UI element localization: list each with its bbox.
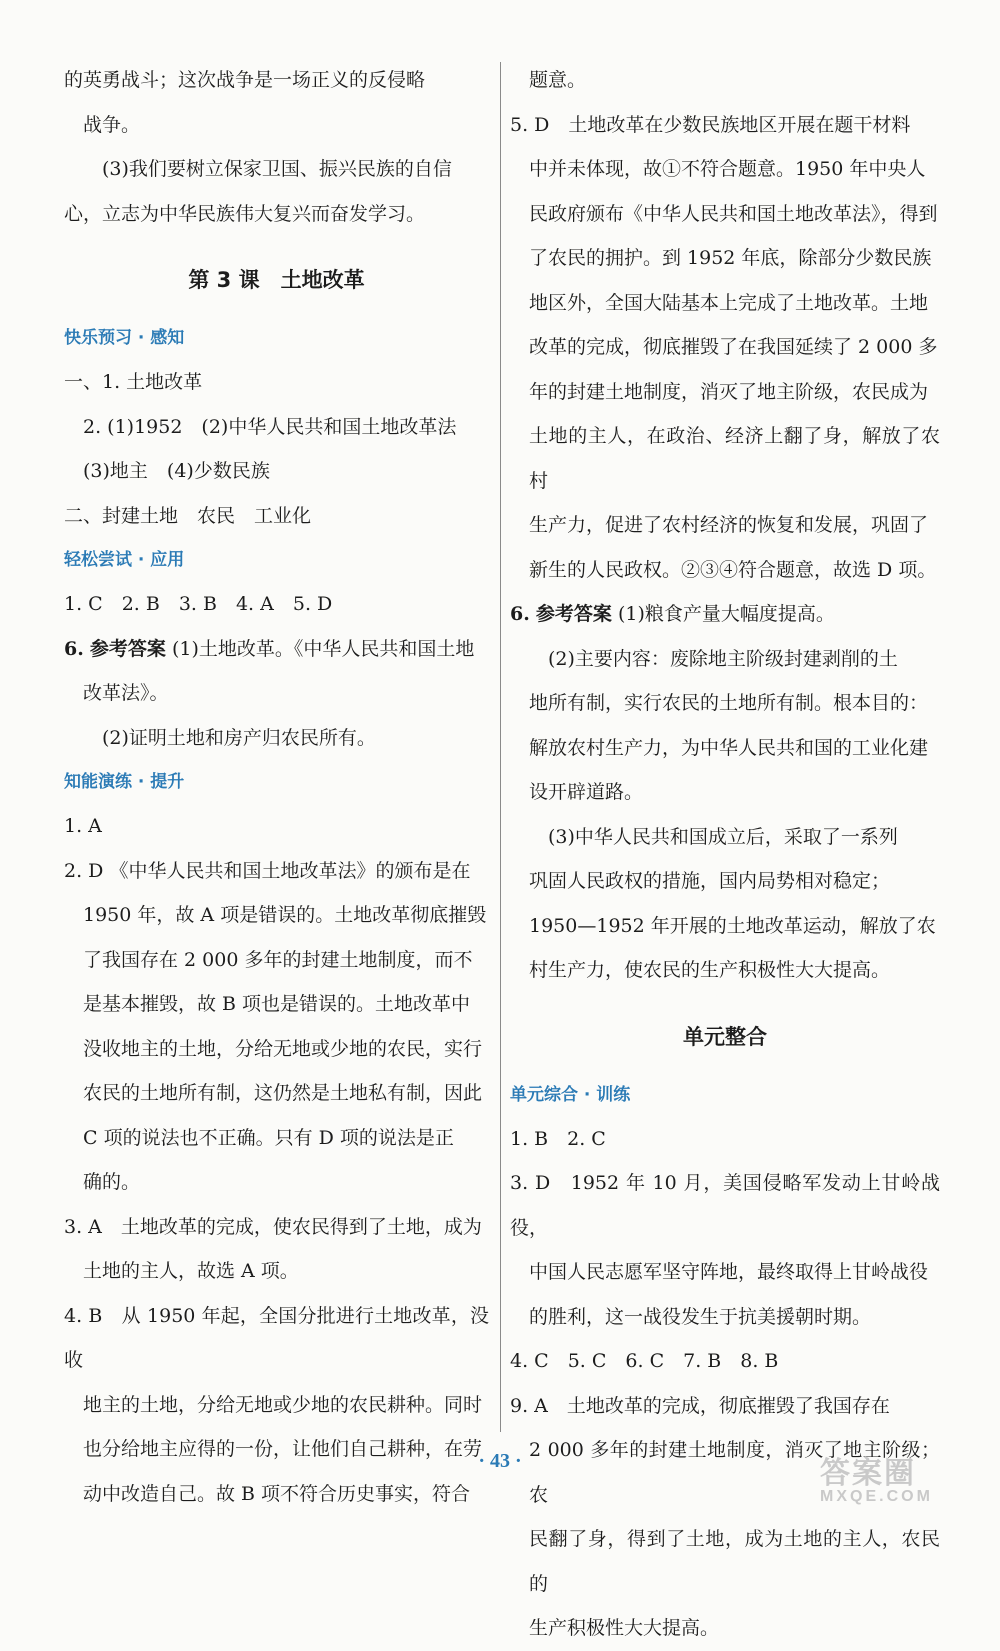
section-heading: 知能演练 · 提升 xyxy=(64,772,185,792)
question-6-part-3 xyxy=(510,815,940,993)
text-line: 农民的土地所有制，这仍然是土地私有制，因此 xyxy=(83,1082,483,1104)
text-line: 的英勇战斗；这次战争是一场正义的反侵略 xyxy=(64,69,426,91)
text-line: 民翻了身，得到了土地，成为土地的主人，农民的 xyxy=(529,1528,940,1595)
text-line: 2. D 《中华人民共和国土地改革法》的颁布是在 xyxy=(64,859,471,882)
question-number: 6. xyxy=(510,603,530,625)
answer-line: (2)证明土地和房产归农民所有。 xyxy=(102,726,376,749)
text-line: 1950 年，故 A 项是错误的。土地改革彻底摧毁 xyxy=(83,904,487,926)
text-line: 2 000 多年的封建土地制度，消灭了地主阶级；农 xyxy=(529,1439,940,1506)
text-line: 1950—1952 年开展的土地改革运动，解放了农 xyxy=(529,914,936,937)
text-line: 没收地主的土地，分给无地或少地的农民，实行 xyxy=(83,1037,483,1060)
answer-text: (1)粮食产量大幅度提高。 xyxy=(611,603,835,625)
answer-line: 2. (1)1952 (2)中华人民共和国土地改革法 xyxy=(83,415,457,438)
text-line: 地主的土地，分给无地或少地的农民耕种。同时 xyxy=(83,1393,483,1416)
answer-line xyxy=(510,592,940,637)
text-line: 题意。 xyxy=(529,69,587,91)
text-line: 3. D 1952 年 10 月，美国侵略军发动上甘岭战役， xyxy=(510,1172,940,1239)
right-column xyxy=(510,58,940,1651)
watermark-url: MXQE.COM xyxy=(820,1488,933,1505)
text-line: 地区外，全国大陆基本上完成了土地改革。土地 xyxy=(529,291,929,314)
text-line: 了农民的拥护。到 1952 年底，除部分少数民族 xyxy=(529,247,932,269)
section-heading: 快乐预习 · 感知 xyxy=(64,328,185,348)
text-line: 设开辟道路。 xyxy=(529,781,644,803)
lesson-title: 第 3 课 土地改革 xyxy=(188,268,365,292)
text-line: 9. A 土地改革的完成，彻底摧毁了我国存在 xyxy=(510,1394,890,1417)
text-line: (2)主要内容：废除地主阶级封建剥削的土 xyxy=(548,647,898,670)
watermark-text: 答案圈 xyxy=(820,1457,916,1490)
text-line: 中并未体现，故①不符合题意。1950 年中央人 xyxy=(529,158,926,180)
text-line: 了我国存在 2 000 多年的封建土地制度，而不 xyxy=(83,948,473,971)
text-line: 3. A 土地改革的完成，使农民得到了土地，成为 xyxy=(64,1215,482,1238)
text-line: 动中改造自己。故 B 项不符合历史事实，符合 xyxy=(83,1482,471,1505)
reference-answer-label: 参考答案 xyxy=(535,603,612,625)
text-line: 村生产力，使农民的生产积极性大大提高。 xyxy=(529,959,891,981)
answer-line: (3)地主 (4)少数民族 xyxy=(83,460,270,482)
text-line: 战争。 xyxy=(83,113,141,136)
text-line: 也分给地主应得的一份，让他们自己耕种，在劳 xyxy=(83,1438,483,1460)
reference-answer-label: 参考答案 xyxy=(89,637,166,660)
question-4-block xyxy=(64,1294,489,1517)
text-line: 土地的主人，故选 A 项。 xyxy=(83,1260,299,1282)
question-3-block xyxy=(510,1161,940,1339)
answer-text: (1)土地改革。《中华人民共和国土地 xyxy=(165,637,475,660)
text-line: 新生的人民政权。②③④符合题意，故选 D 项。 xyxy=(529,558,937,581)
question-9-block xyxy=(510,1384,940,1651)
text-line: 巩固人民政权的措施，国内局势相对稳定； xyxy=(529,870,891,892)
answer-line xyxy=(64,627,489,672)
text-line: 心，立志为中华民族伟大复兴而奋发学习。 xyxy=(64,202,426,225)
text-line: 民政府颁布《中华人民共和国土地改革法》，得到 xyxy=(529,202,938,225)
answer-line: 1. B 2. C xyxy=(510,1127,606,1150)
text-line: 解放农村生产力，为中华人民共和国的工业化建 xyxy=(529,736,929,759)
text-line: 的胜利，这一战役发生于抗美援朝时期。 xyxy=(529,1305,872,1328)
question-2-block xyxy=(64,849,489,1205)
answer-line: 1. A xyxy=(64,815,102,837)
text-line: 确的。 xyxy=(83,1171,141,1193)
page-number: · 43 · xyxy=(478,1450,522,1472)
text-line: (3)中华人民共和国成立后，采取了一系列 xyxy=(548,825,898,848)
text-line: 地所有制，实行农民的土地所有制。根本目的： xyxy=(529,692,929,714)
watermark-logo xyxy=(820,1448,990,1508)
text-line: 生产力，促进了农村经济的恢复和发展，巩固了 xyxy=(529,514,929,536)
text-line: 土地的主人，在政治、经济上翻了身，解放了农村 xyxy=(529,425,940,492)
question-3-block xyxy=(64,1205,489,1294)
text-line: 是基本摧毁，故 B 项也是错误的。土地改革中 xyxy=(83,993,471,1015)
question-number: 6. xyxy=(64,637,84,660)
text-line: C 项的说法也不正确。只有 D 项的说法是正 xyxy=(83,1126,454,1149)
section-heading: 单元综合 · 训练 xyxy=(510,1084,631,1105)
text-line: 中国人民志愿军坚守阵地，最终取得上甘岭战役 xyxy=(529,1261,929,1283)
left-column xyxy=(64,58,489,1516)
text-line: 5. D 土地改革在少数民族地区开展在题干材料 xyxy=(510,113,911,136)
answer-line: 改革法》。 xyxy=(83,682,169,704)
text-line: (3)我们要树立保家卫国、振兴民族的自信 xyxy=(102,158,452,180)
text-line: 生产积极性大大提高。 xyxy=(529,1617,720,1639)
section-heading: 轻松尝试 · 应用 xyxy=(64,550,185,570)
answer-line: 4. C 5. C 6. C 7. B 8. B xyxy=(510,1350,779,1372)
text-line: 改革的完成，彻底摧毁了在我国延续了 2 000 多 xyxy=(529,336,938,358)
text-line: 年的封建土地制度，消灭了地主阶级，农民成为 xyxy=(529,380,929,403)
answer-line: 一、1. 土地改革 xyxy=(64,371,203,393)
answer-line: 二、封建土地 农民 工业化 xyxy=(64,504,312,527)
unit-title: 单元整合 xyxy=(683,1024,767,1049)
column-divider xyxy=(500,62,501,1432)
text-line: 4. B 从 1950 年起，全国分批进行土地改革，没收 xyxy=(64,1304,489,1371)
question-5-block xyxy=(510,103,940,593)
question-6-part-2 xyxy=(510,637,940,815)
answer-line: 1. C 2. B 3. B 4. A 5. D xyxy=(64,593,333,615)
